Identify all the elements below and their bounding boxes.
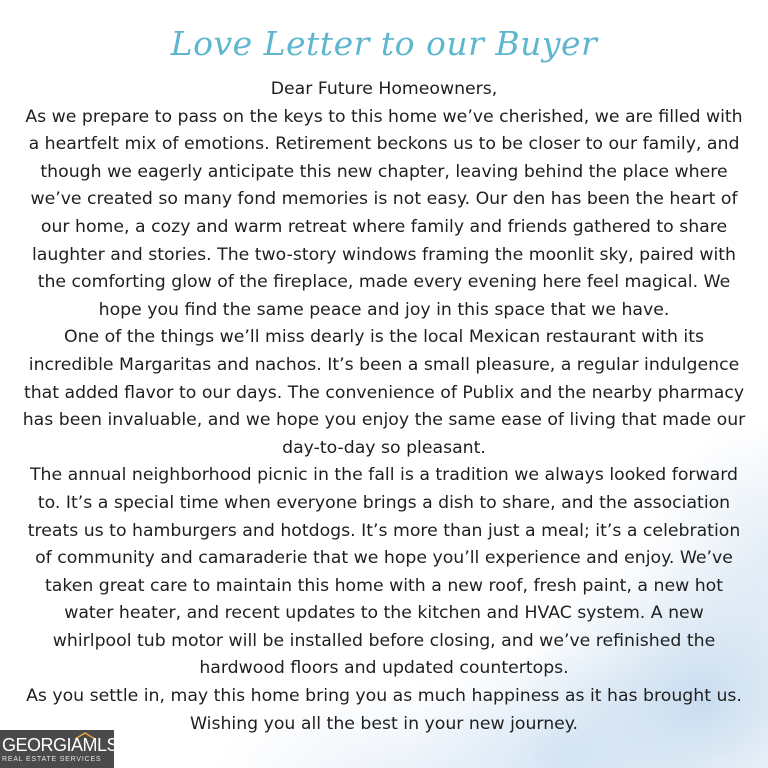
letter-line: to. It’s a special time when everyone brings a dish to share, and the association [37, 492, 731, 513]
letter-line: As we prepare to pass on the keys to this home we’ve cherished, we are filled with [25, 106, 743, 127]
letter-line: day-to-day so pleasant. [282, 437, 486, 458]
letter-line: hope you find the same peace and joy in this space that we have. [98, 299, 670, 320]
letter-line: though we eagerly anticipate this new chapter, leaving behind the place where [40, 161, 728, 182]
letter-line: taken great care to maintain this home with a new roof, fresh paint, a new hot [44, 575, 724, 596]
letter-body [18, 76, 750, 738]
letter-line: the comforting glow of the fireplace, made every evening here feel magical. We [37, 272, 731, 293]
letter-line: water heater, and recent updates to the kitchen and HVAC system. A new [64, 603, 704, 624]
letter-line: Wishing you all the best in your new journey. [189, 713, 579, 734]
letter-line: we’ve created so many fond memories is not easy. Our den has been the heart of [30, 189, 738, 210]
letter-line: laughter and stories. The two-story windows framing the moonlit sky, paired with [31, 244, 736, 265]
letter-line: hardwood floors and updated countertops. [199, 658, 569, 679]
letter-line: One of the things we’ll miss dearly is the local Mexican restaurant with its [64, 327, 704, 348]
letter-title: Love Letter to our Buyer [170, 24, 598, 63]
letter-line: Dear Future Homeowners, [270, 79, 498, 99]
watermark-brand: GEORGIAMLS [2, 735, 119, 755]
letter-line: incredible Margaritas and nachos. It’s been a small pleasure, a regular indulgence [28, 354, 740, 375]
letter-line: a heartfelt mix of emotions. Retirement beckons us to be closer to our family, and [28, 134, 740, 155]
letter-line: The annual neighborhood picnic in the fall is a tradition we always looked forward [29, 465, 739, 486]
watermark-tagline: REAL ESTATE SERVICES [2, 756, 102, 763]
letter-line: has been invaluable, and we hope you enjoy the same ease of living that made our [22, 410, 746, 431]
letter-line: our home, a cozy and warm retreat where family and friends gathered to share [40, 216, 728, 237]
letter-line: treats us to hamburgers and hotdogs. It’s more than just a meal; it’s a celebration [27, 520, 741, 541]
letter-line: of community and camaraderie that we hope you’ll experience and enjoy. We’ve [35, 548, 733, 569]
letter-line: whirlpool tub motor will be installed before closing, and we’ve refinished the [52, 630, 716, 651]
letter-line: that added flavor to our days. The convenience of Publix and the nearby pharmacy [23, 382, 745, 403]
letter-line: As you settle in, may this home bring you as much happiness as it has brought us. [26, 686, 742, 707]
georgia-mls-watermark [0, 730, 119, 768]
